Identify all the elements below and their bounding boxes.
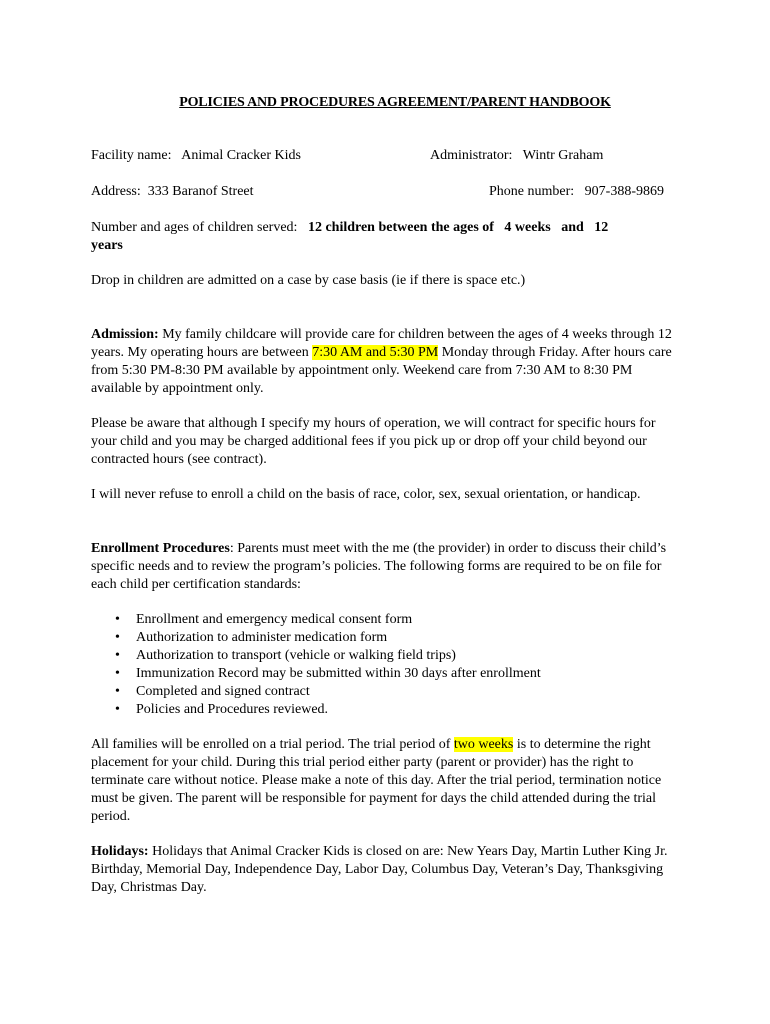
trial-text-after: is to determine the right placement for your child. During this trial period either party (parent or provider) has the right to terminate care without notice. Please make a note of this day. After the trial period, termination notice must be given. The parent will be responsible for payment for days the child attended during the trial period. [91,737,662,824]
children-served-label: Number and ages of children served: [91,220,298,235]
enrollment-section [91,540,683,594]
bullet-icon: • [115,612,120,627]
phone-field [489,183,664,201]
admission-section [91,326,683,398]
bullet-icon: • [115,666,120,681]
holidays-section [91,843,683,897]
form-item-label: Authorization to transport (vehicle or walking field trips) [136,648,456,663]
admission-text-after: Monday through Friday. After hours care from 5:30 PM-8:30 PM available by appointment only. Weekend care from 7:30 AM to 8:30 PM available by appointment only. [91,345,672,396]
facility-label: Facility name: [91,148,172,163]
form-item-label: Enrollment and emergency medical consent form [136,612,413,627]
administrator-field [430,147,603,165]
holidays-heading: Holidays: [91,844,149,859]
enrollment-heading: Enrollment Procedures [91,541,230,556]
form-item-label: Authorization to administer medication form [136,630,388,645]
form-item-label: Policies and Procedures reviewed. [136,702,329,717]
non-discrimination [91,486,683,504]
enrollment-text: : Parents must meet with the me (the provider) in order to discuss their child’s specific needs and to review the program’s policies. The following forms are required to be on file for each child per certification standards: [91,541,667,592]
bullet-icon: • [115,684,120,699]
list-item [91,665,651,683]
address-row [91,183,681,201]
non-discrimination-text: I will never refuse to enroll a child on the basis of race, color, sex, sexual orientation, or handicap. [91,487,641,502]
administrator-value: Wintr Graham [522,148,604,163]
list-item [91,629,651,647]
children-served-value: 12 children between the ages of 4 weeks and 12 [307,220,609,235]
phone-value: 907-388-9869 [584,184,664,199]
form-item-label: Immunization Record may be submitted within 30 days after enrollment [136,666,541,681]
bullet-icon: • [115,648,120,663]
list-item [91,701,651,719]
bullet-icon: • [115,630,120,645]
document-title: POLICIES AND PROCEDURES AGREEMENT/PARENT HANDBOOK [179,95,611,110]
address-label: Address: [91,184,141,199]
admission-heading: Admission: [91,327,159,342]
trial-period-section [91,736,683,826]
children-served-value-cont: years [91,238,123,253]
drop-in-text: Drop in children are admitted on a case by case basis (ie if there is space etc.) [91,273,526,288]
children-served [91,219,683,255]
form-item-label: Completed and signed contract [136,684,310,699]
trial-period-highlight: two weeks [453,737,514,752]
facility-value: Animal Cracker Kids [181,148,301,163]
drop-in-policy [91,272,683,290]
address-value: 333 Baranof Street [147,184,254,199]
list-item [91,683,651,701]
hours-notice-text: Please be aware that although I specify my hours of operation, we will contract for specific hours for your child and you may be charged additional fees if you pick up or drop off your child beyond our contracted hours (see contract). [91,416,656,467]
trial-text-before: All families will be enrolled on a trial period. The trial period of [91,737,454,752]
list-item [91,647,651,665]
hours-notice [91,415,683,469]
admission-text-before: My family childcare will provide care for children between the ages of 4 weeks through 12 years. My operating hours are between [91,327,672,360]
administrator-label: Administrator: [430,148,513,163]
operating-hours-highlight: 7:30 AM and 5:30 PM [312,345,439,360]
phone-label: Phone number: [489,184,575,199]
facility-row [91,147,681,165]
bullet-icon: • [115,702,120,717]
holidays-text: Holidays that Animal Cracker Kids is closed on are: New Years Day, Martin Luther King Jr. Birthday, Memorial Day, Independence Day, Labor Day, Columbus Day, Veteran’s Day, Thanksgiving Day, Christmas Day. [91,844,668,895]
required-forms-list [91,611,651,719]
list-item [91,611,651,629]
